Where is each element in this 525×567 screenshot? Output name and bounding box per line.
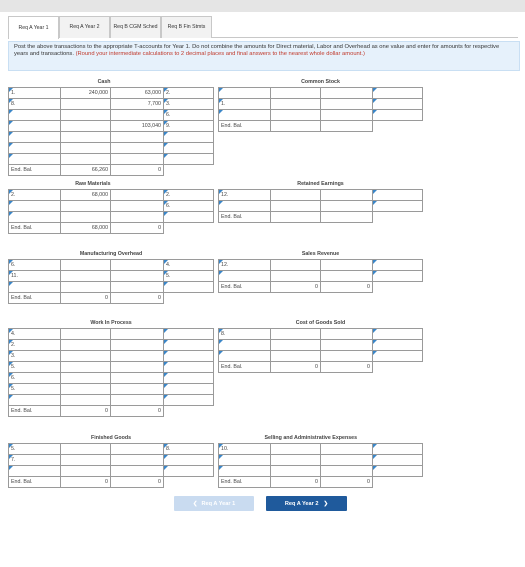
- wip-credit-amount-7[interactable]: [111, 394, 164, 405]
- wip-end-balance-debit: 0: [61, 405, 111, 416]
- finished-goods-debit-ref-1[interactable]: 5.: [9, 443, 61, 454]
- sales-revenue-end-balance-debit: 0: [271, 281, 321, 292]
- sga-debit-amount-1[interactable]: [271, 443, 321, 454]
- wip-credit-amount-6[interactable]: [111, 383, 164, 394]
- cash-credit-amount-6[interactable]: [111, 142, 164, 153]
- prev-button-label: Req A Year 1: [201, 500, 236, 507]
- cash-debit-amount-1[interactable]: 240,000: [61, 87, 111, 98]
- raw-materials-credit-amount-3[interactable]: [111, 211, 164, 222]
- common-stock-credit-amount-2[interactable]: [321, 98, 373, 109]
- retained-earnings-debit-amount-1[interactable]: [271, 189, 321, 200]
- wip-credit-amount-1[interactable]: [111, 328, 164, 339]
- wip-credit-amount-3[interactable]: [111, 350, 164, 361]
- finished-goods-credit-amount-3[interactable]: [111, 465, 164, 476]
- retained-earnings-end-balance-label: End. Bal.: [219, 211, 271, 222]
- wip-debit-amount-2[interactable]: [61, 339, 111, 350]
- finished-goods-end-balance-credit: 0: [111, 476, 164, 487]
- wip-end-balance-label: End. Bal.: [9, 405, 61, 416]
- cash-credit-ref-2[interactable]: 3.: [164, 98, 214, 109]
- common-stock-debit-amount-3[interactable]: [271, 109, 321, 120]
- common-stock-t-account: [218, 78, 423, 132]
- raw-materials-debit-amount-3[interactable]: [61, 211, 111, 222]
- sales-revenue-credit-amount-1[interactable]: [321, 259, 373, 270]
- wip-credit-ref-4[interactable]: [164, 361, 214, 372]
- raw-materials-credit-ref-2[interactable]: 6.: [164, 200, 214, 211]
- cogs-title: Cost of Goods Sold: [295, 320, 346, 327]
- sga-credit-ref-2[interactable]: [373, 454, 423, 465]
- wip-credit-ref-5[interactable]: [164, 372, 214, 383]
- wip-credit-ref-3[interactable]: [164, 350, 214, 361]
- common-stock-debit-ref-1[interactable]: [219, 87, 271, 98]
- retained-earnings-debit-ref-1[interactable]: 12.: [219, 189, 271, 200]
- mfg-overhead-credit-ref-2[interactable]: 5.: [164, 270, 214, 281]
- finished-goods-debit-ref-2[interactable]: 7.: [9, 454, 61, 465]
- sga-credit-ref-1[interactable]: [373, 443, 423, 454]
- retained-earnings-debit-amount-2[interactable]: [271, 200, 321, 211]
- wip-debit-ref-7[interactable]: [9, 394, 61, 405]
- cash-credit-amount-5[interactable]: [111, 131, 164, 142]
- cogs-credit-ref-3[interactable]: [373, 350, 423, 361]
- raw-materials-credit-ref-3[interactable]: [164, 211, 214, 222]
- common-stock-debit-amount-2[interactable]: [271, 98, 321, 109]
- common-stock-title: Common Stock: [301, 79, 340, 86]
- cash-debit-ref-5[interactable]: [9, 131, 61, 142]
- mfg-overhead-end-balance-debit: 0: [61, 292, 111, 303]
- common-stock-credit-amount-1[interactable]: [321, 87, 373, 98]
- retained-earnings-end-balance-debit: [271, 211, 321, 222]
- raw-materials-debit-amount-1[interactable]: 68,000: [61, 189, 111, 200]
- finished-goods-debit-ref-3[interactable]: [9, 465, 61, 476]
- common-stock-debit-ref-2[interactable]: 1.: [219, 98, 271, 109]
- cash-debit-amount-4[interactable]: [61, 120, 111, 131]
- sga-t-account: [218, 434, 423, 488]
- common-stock-end-balance-credit: [321, 120, 373, 131]
- work-in-process-t-account: [8, 319, 214, 417]
- retained-earnings-title: Retained Earnings: [297, 181, 344, 188]
- raw-materials-debit-ref-2[interactable]: [9, 200, 61, 211]
- common-stock-credit-amount-3[interactable]: [321, 109, 373, 120]
- wip-debit-ref-2[interactable]: 2.: [9, 339, 61, 350]
- raw-materials-end-balance-label: End. Bal.: [9, 222, 61, 233]
- cogs-debit-ref-2[interactable]: [219, 339, 271, 350]
- common-stock-debit-amount-1[interactable]: [271, 87, 321, 98]
- finished-goods-title: Finished Goods: [91, 435, 132, 442]
- cash-title: Cash: [97, 79, 111, 86]
- cogs-credit-ref-2[interactable]: [373, 339, 423, 350]
- common-stock-credit-ref-3[interactable]: [373, 109, 423, 120]
- retained-earnings-credit-amount-2[interactable]: [321, 200, 373, 211]
- mfg-overhead-credit-ref-3[interactable]: [164, 281, 214, 292]
- sga-title: Selling and Administrative Expenses: [264, 435, 358, 442]
- mfg-overhead-debit-amount-3[interactable]: [61, 281, 111, 292]
- cash-end-balance-credit: 0: [111, 164, 164, 175]
- next-button-label: Req A Year 2: [284, 500, 319, 507]
- wip-debit-amount-3[interactable]: [61, 350, 111, 361]
- cash-credit-amount-7[interactable]: [111, 153, 164, 164]
- mfg-overhead-credit-ref-1[interactable]: 4.: [164, 259, 214, 270]
- raw-materials-end-balance-debit: 68,000: [61, 222, 111, 233]
- finished-goods-credit-amount-1[interactable]: [111, 443, 164, 454]
- raw-materials-credit-ref-1[interactable]: 2.: [164, 189, 214, 200]
- sales-revenue-end-balance-credit: 0: [321, 281, 373, 292]
- sga-credit-amount-2[interactable]: [321, 454, 373, 465]
- common-stock-credit-ref-2[interactable]: [373, 98, 423, 109]
- wip-debit-ref-5[interactable]: 6.: [9, 372, 61, 383]
- finished-goods-credit-amount-2[interactable]: [111, 454, 164, 465]
- wip-debit-amount-6[interactable]: [61, 383, 111, 394]
- cash-credit-amount-1[interactable]: 63,000: [111, 87, 164, 98]
- finished-goods-debit-amount-2[interactable]: [61, 454, 111, 465]
- cogs-credit-ref-1[interactable]: [373, 328, 423, 339]
- cash-credit-amount-3[interactable]: [111, 109, 164, 120]
- mfg-overhead-credit-amount-3[interactable]: [111, 281, 164, 292]
- wip-credit-ref-2[interactable]: [164, 339, 214, 350]
- instructions-note: (Round your intermediate calculations to 2 decimal places and final answers to the nearest whole dollar amount.): [75, 51, 365, 58]
- sales-revenue-end-balance-label: End. Bal.: [219, 281, 271, 292]
- cash-credit-amount-4[interactable]: 103,040: [111, 120, 164, 131]
- sga-end-balance-label: End. Bal.: [219, 476, 271, 487]
- sales-revenue-credit-ref-2[interactable]: [373, 270, 423, 281]
- cogs-debit-amount-2[interactable]: [271, 339, 321, 350]
- wip-debit-ref-4[interactable]: 5.: [9, 361, 61, 372]
- wip-debit-amount-5[interactable]: [61, 372, 111, 383]
- cash-debit-ref-4[interactable]: [9, 120, 61, 131]
- cash-debit-amount-2[interactable]: [61, 98, 111, 109]
- raw-materials-debit-ref-1[interactable]: 2.: [9, 189, 61, 200]
- cash-debit-ref-2[interactable]: 8.: [9, 98, 61, 109]
- sga-end-balance-debit: 0: [271, 476, 321, 487]
- common-stock-end-balance-debit: [271, 120, 321, 131]
- cash-debit-ref-6[interactable]: [9, 142, 61, 153]
- cogs-t-account: [218, 319, 423, 373]
- sales-revenue-debit-amount-1[interactable]: [271, 259, 321, 270]
- mfg-overhead-debit-ref-1[interactable]: 6.: [9, 259, 61, 270]
- prev-button[interactable]: [174, 496, 254, 511]
- raw-materials-title: Raw Materials: [75, 181, 111, 188]
- raw-materials-debit-amount-2[interactable]: [61, 200, 111, 211]
- cash-debit-amount-5[interactable]: [61, 131, 111, 142]
- chevron-right-icon: ❯: [323, 500, 329, 507]
- cash-credit-ref-4[interactable]: 9.: [164, 120, 214, 131]
- cash-credit-ref-5[interactable]: [164, 131, 214, 142]
- wip-credit-amount-2[interactable]: [111, 339, 164, 350]
- tab-req-a-year-2[interactable]: Req A Year 2: [59, 16, 110, 38]
- mfg-overhead-debit-ref-3[interactable]: [9, 281, 61, 292]
- cash-credit-ref-7[interactable]: [164, 153, 214, 164]
- cash-credit-ref-6[interactable]: [164, 142, 214, 153]
- instructions-box: [8, 41, 520, 71]
- wip-debit-amount-4[interactable]: [61, 361, 111, 372]
- sga-credit-amount-3[interactable]: [321, 465, 373, 476]
- sales-revenue-debit-ref-2[interactable]: [219, 270, 271, 281]
- raw-materials-end-balance-credit: 0: [111, 222, 164, 233]
- tab-req-b-cgm-sched[interactable]: Req B CGM Sched: [110, 16, 161, 38]
- cash-debit-ref-1[interactable]: 1.: [9, 87, 61, 98]
- sga-debit-ref-2[interactable]: [219, 454, 271, 465]
- wip-debit-ref-3[interactable]: 3.: [9, 350, 61, 361]
- next-button[interactable]: [266, 496, 347, 511]
- mfg-overhead-end-balance-label: End. Bal.: [9, 292, 61, 303]
- finished-goods-debit-amount-3[interactable]: [61, 465, 111, 476]
- wip-credit-ref-7[interactable]: [164, 394, 214, 405]
- mfg-overhead-debit-amount-1[interactable]: [61, 259, 111, 270]
- cash-credit-ref-1[interactable]: 2.: [164, 87, 214, 98]
- finished-goods-end-balance-debit: 0: [61, 476, 111, 487]
- finished-goods-debit-amount-1[interactable]: [61, 443, 111, 454]
- cash-debit-amount-7[interactable]: [61, 153, 111, 164]
- wip-credit-amount-4[interactable]: [111, 361, 164, 372]
- mfg-overhead-credit-amount-1[interactable]: [111, 259, 164, 270]
- raw-materials-credit-amount-2[interactable]: [111, 200, 164, 211]
- common-stock-debit-ref-3[interactable]: [219, 109, 271, 120]
- finished-goods-t-account: [8, 434, 214, 488]
- cogs-credit-amount-2[interactable]: [321, 339, 373, 350]
- tab-req-b-fin-stmts[interactable]: Req B Fin Stmts: [161, 16, 212, 38]
- finished-goods-credit-ref-1[interactable]: 8.: [164, 443, 214, 454]
- chevron-left-icon: ❮: [192, 500, 198, 507]
- sales-revenue-title: Sales Revenue: [301, 251, 340, 258]
- cash-debit-amount-3[interactable]: [61, 109, 111, 120]
- mfg-overhead-end-balance-credit: 0: [111, 292, 164, 303]
- cogs-credit-amount-3[interactable]: [321, 350, 373, 361]
- cash-end-balance-debit: 66,260: [61, 164, 111, 175]
- instructions-text: Post the above transactions to the appropriate T-accounts for Year 1. Do not combine the amounts for Direct material, Labor and Overhead as one value and enter for amounts for respective years and transactions.: [14, 44, 500, 58]
- manufacturing-overhead-t-account: [8, 250, 214, 304]
- cash-end-balance-label: End. Bal.: [9, 164, 61, 175]
- work-in-process-title: Work In Process: [90, 320, 132, 327]
- cash-credit-ref-3[interactable]: 6.: [164, 109, 214, 120]
- wip-debit-ref-1[interactable]: 4.: [9, 328, 61, 339]
- finished-goods-credit-ref-2[interactable]: [164, 454, 214, 465]
- retained-earnings-end-balance-credit: [321, 211, 373, 222]
- wip-debit-ref-6[interactable]: 5.: [9, 383, 61, 394]
- common-stock-end-balance-label: End. Bal.: [219, 120, 271, 131]
- sga-debit-ref-1[interactable]: 10.: [219, 443, 271, 454]
- sales-revenue-debit-ref-1[interactable]: 12.: [219, 259, 271, 270]
- wip-debit-amount-1[interactable]: [61, 328, 111, 339]
- mfg-overhead-debit-ref-2[interactable]: 11.: [9, 270, 61, 281]
- retained-earnings-t-account: [218, 180, 423, 223]
- mfg-overhead-credit-amount-2[interactable]: [111, 270, 164, 281]
- sales-revenue-debit-amount-2[interactable]: [271, 270, 321, 281]
- wip-credit-ref-1[interactable]: [164, 328, 214, 339]
- cogs-end-balance-credit: 0: [321, 361, 373, 372]
- cogs-credit-amount-1[interactable]: [321, 328, 373, 339]
- raw-materials-credit-amount-1[interactable]: [111, 189, 164, 200]
- cash-debit-ref-7[interactable]: [9, 153, 61, 164]
- tab-bar: [8, 16, 518, 38]
- retained-earnings-credit-amount-1[interactable]: [321, 189, 373, 200]
- wip-end-balance-credit: 0: [111, 405, 164, 416]
- sga-credit-amount-1[interactable]: [321, 443, 373, 454]
- cogs-debit-amount-1[interactable]: [271, 328, 321, 339]
- sga-debit-ref-3[interactable]: [219, 465, 271, 476]
- raw-materials-t-account: [8, 180, 214, 234]
- sga-debit-amount-2[interactable]: [271, 454, 321, 465]
- cash-debit-ref-3[interactable]: [9, 109, 61, 120]
- wip-credit-ref-6[interactable]: [164, 383, 214, 394]
- raw-materials-debit-ref-3[interactable]: [9, 211, 61, 222]
- wip-credit-amount-5[interactable]: [111, 372, 164, 383]
- retained-earnings-credit-ref-1[interactable]: [373, 189, 423, 200]
- sales-revenue-credit-ref-1[interactable]: [373, 259, 423, 270]
- manufacturing-overhead-title: Manufacturing Overhead: [79, 251, 143, 258]
- wip-debit-amount-7[interactable]: [61, 394, 111, 405]
- cogs-end-balance-label: End. Bal.: [219, 361, 271, 372]
- sga-debit-amount-3[interactable]: [271, 465, 321, 476]
- finished-goods-end-balance-label: End. Bal.: [9, 476, 61, 487]
- sga-credit-ref-3[interactable]: [373, 465, 423, 476]
- cogs-debit-ref-1[interactable]: 8.: [219, 328, 271, 339]
- cash-t-account: [8, 78, 214, 176]
- cogs-end-balance-debit: 0: [271, 361, 321, 372]
- finished-goods-credit-ref-3[interactable]: [164, 465, 214, 476]
- cogs-debit-amount-3[interactable]: [271, 350, 321, 361]
- cogs-debit-ref-3[interactable]: [219, 350, 271, 361]
- top-bar: [0, 0, 525, 12]
- common-stock-credit-ref-1[interactable]: [373, 87, 423, 98]
- tab-req-a-year-1[interactable]: Req A Year 1: [8, 16, 59, 39]
- retained-earnings-debit-ref-2[interactable]: [219, 200, 271, 211]
- mfg-overhead-debit-amount-2[interactable]: [61, 270, 111, 281]
- cash-debit-amount-6[interactable]: [61, 142, 111, 153]
- sales-revenue-t-account: [218, 250, 423, 303]
- sales-revenue-credit-amount-2[interactable]: [321, 270, 373, 281]
- cash-credit-amount-2[interactable]: 7,700: [111, 98, 164, 109]
- retained-earnings-credit-ref-2[interactable]: [373, 200, 423, 211]
- sga-end-balance-credit: 0: [321, 476, 373, 487]
